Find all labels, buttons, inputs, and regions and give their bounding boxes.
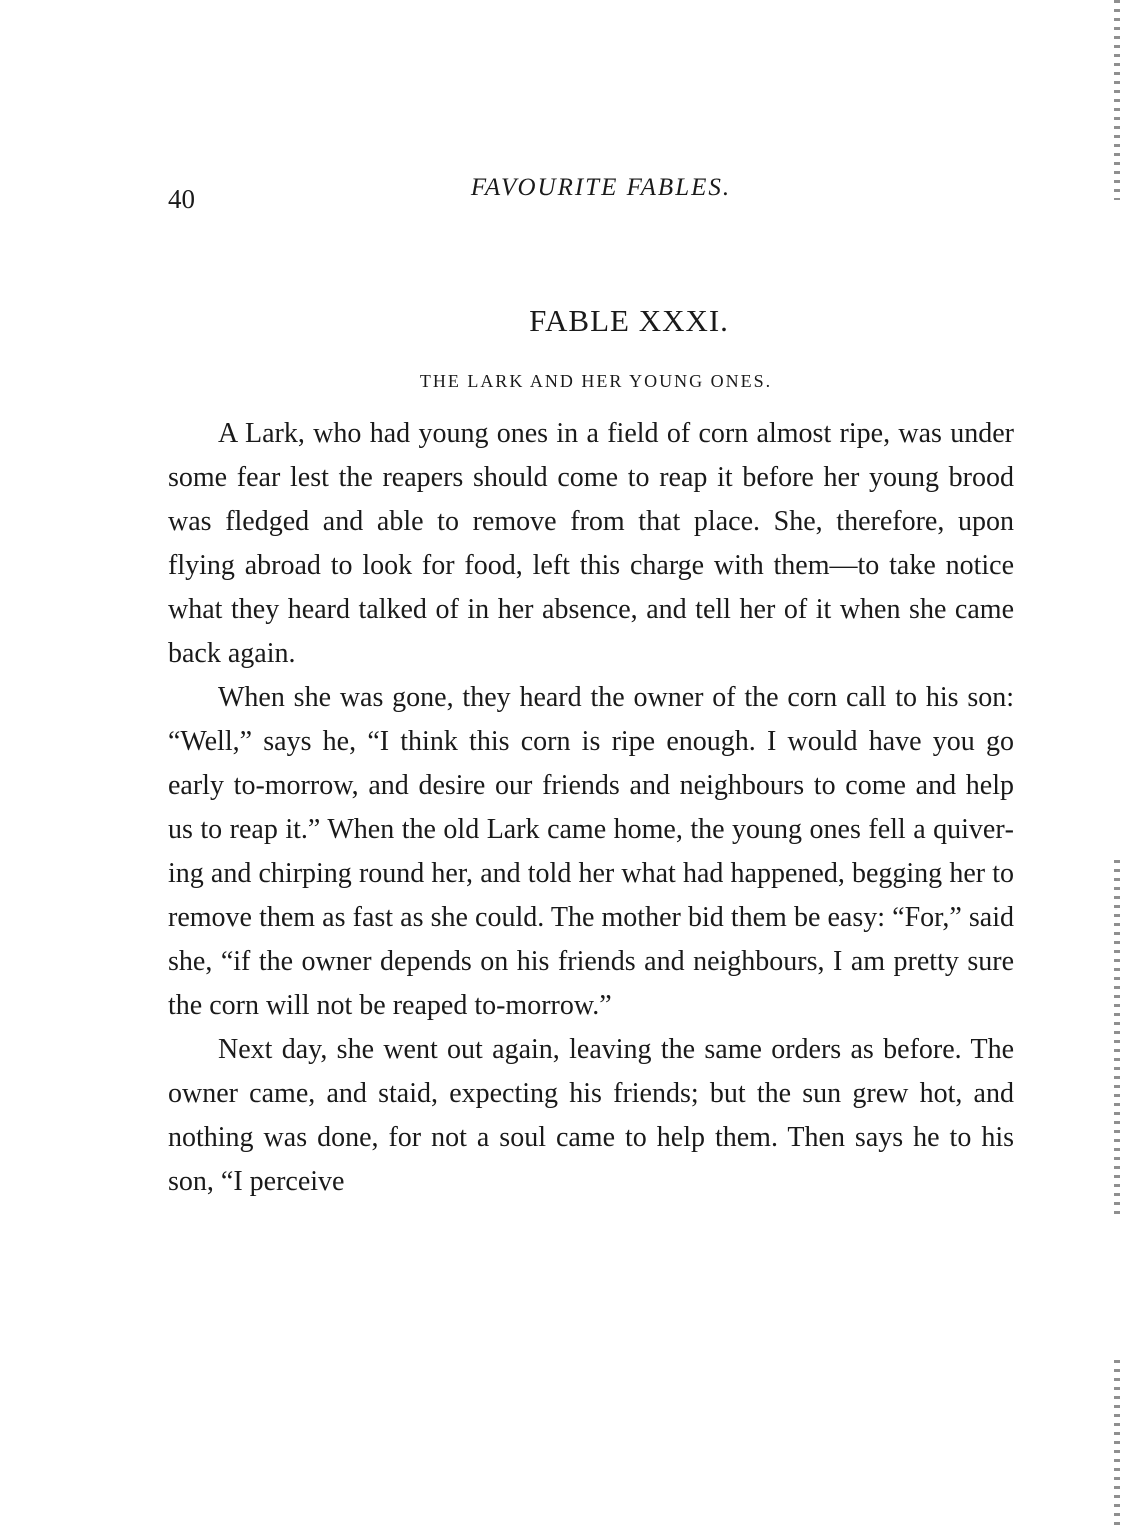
page-number: 40 [168, 184, 195, 214]
fable-number: FABLE XXXI. [529, 303, 729, 338]
fable-body [168, 412, 1014, 1204]
scan-edge-mark [1114, 1360, 1120, 1530]
paragraph-2: When she was gone, they heard the owner of the corn call to his son: “Well,” says he, “I think this corn is ripe enough. I would have you go early to-morrow, and desire our friends and neighbours to come and help us to reap it.” When the old Lark came home, the young ones fell a quivering and chirping round her, and told her what had happened, begging her to remove them as fast as she could. The mother bid them be easy: “For,” said she, “if the owner depends on his friends and neighbours, I am pretty sure the corn will not be reaped to-morrow.” [168, 682, 1014, 1021]
fable-title: THE LARK AND HER YOUNG ONES. [419, 371, 773, 391]
paragraph-1: A Lark, who had young ones in a field of corn almost ripe, was under some fear lest the reapers should come to reap it before her young brood was fledged and able to remove from that place. She, therefore, upon flying abroad to look for food, left this charge with them—to take notice what they heard talked of in her absence, and tell her of it when she came back again. [168, 418, 1014, 669]
scan-edge-mark [1114, 0, 1120, 200]
paragraph-3: Next day, she went out again, leaving the same orders as before. The owner came, and staid, expecting his friends; but the sun grew hot, and nothing was done, for not a soul came to help them. Then says he to his son, “I perceive [168, 1034, 1014, 1197]
scan-edge-mark [1114, 860, 1120, 1220]
running-head [168, 170, 1014, 214]
running-title: FAVOURITE FABLES. [470, 174, 732, 201]
